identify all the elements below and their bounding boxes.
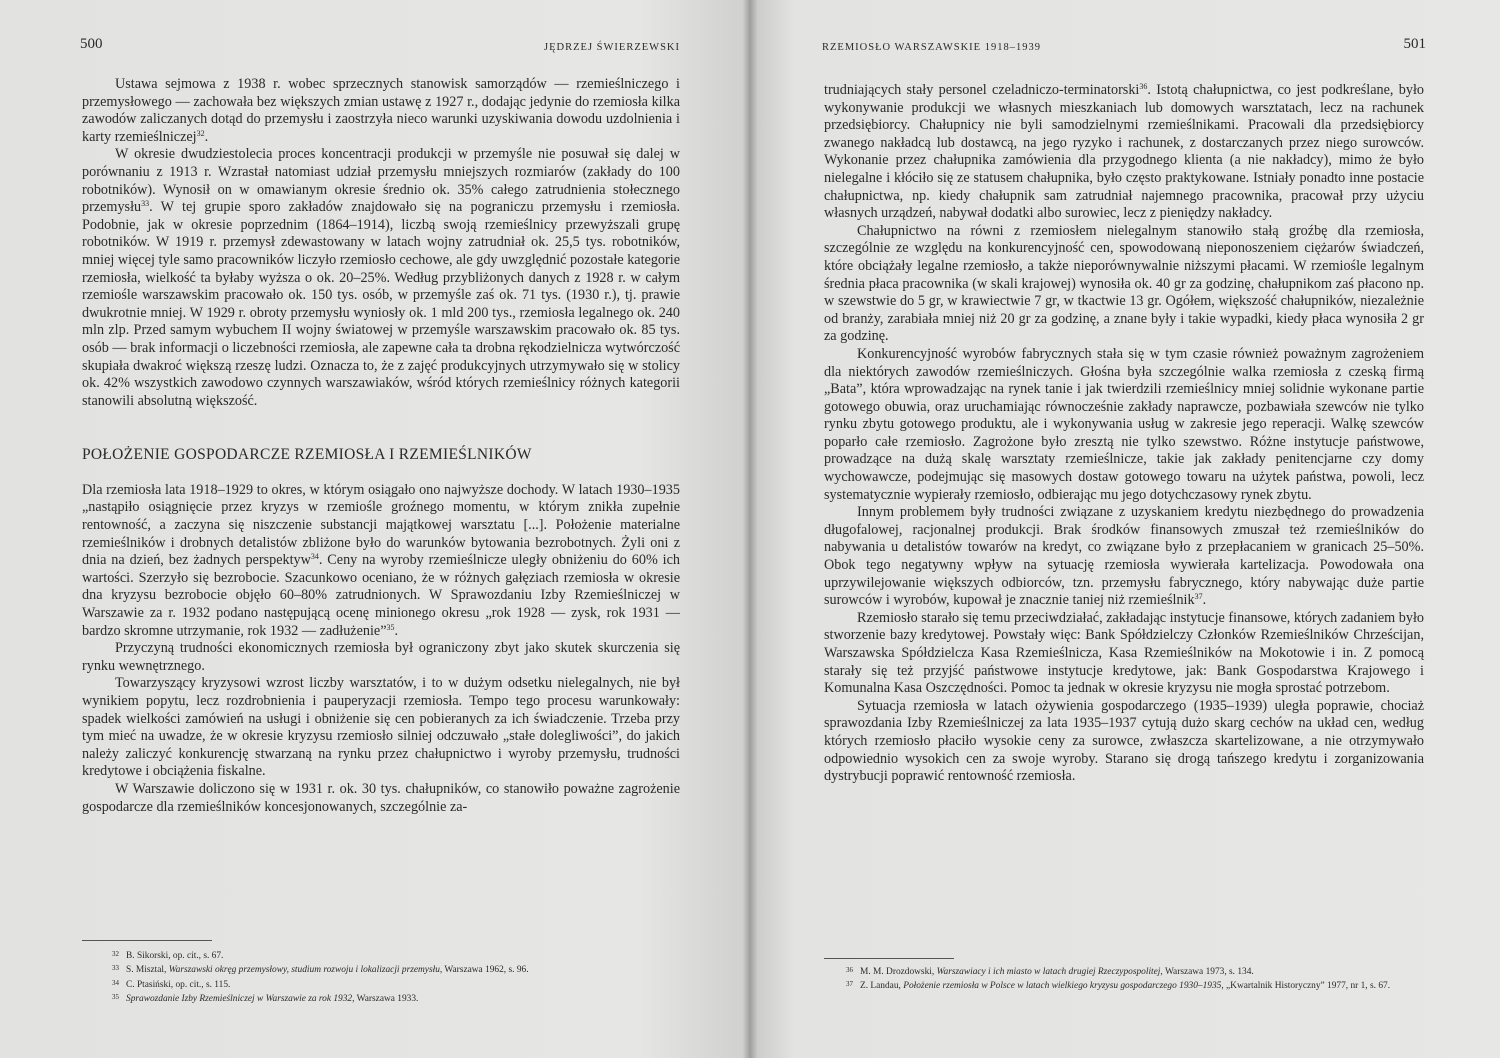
footnote-ref[interactable]: 37 <box>1194 592 1203 602</box>
paragraph: Dla rzemiosła lata 1918–1929 to okres, w którym osiągało ono najwyższe dochody. W latach 1930–1935 „nastąpiło osiągnięcie przez kryzys w rzemiośle groźnego momentu, w którym znikła zupełnie rentowność, a zaczyna się niszczenie substancji majątkowej warsztatu [...]. Położenie materialne rzemieślników i drobnych detalistów zbliżone było do warunków bytowania bezrobotnych. Żyli oni z dnia na dzień, bez żadnych perspektyw$^{34}$. Ceny na wyroby rzemieślnicze uległy obniżeniu do 60% ich wartości. Szerzyło się bezrobocie. Szacunkowo oceniano, że w różnych gałęziach rzemiosła w okresie dna kryzysu bezrobocie objęło 60–80% zatrudnionych. W Sprawozdaniu Izby Rzemieślniczej w Warszawie za r. 1932 podano następującą ocenę minionego okresu „rok 1928 — zysk, rok 1931 — bardzo skromne utrzymanie, rok 1932 — zadłużenie”$^{35}$. <box>82 481 680 639</box>
footnote: 32 B. Sikorski, op. cit., s. 67. <box>112 950 224 961</box>
footnote: 33 S. Misztal, Warszawski okręg przemysłowy, studium rozwoju i lokalizacji przemysłu, Warszawa 1962, s. 96. <box>112 964 529 976</box>
paragraph: Przyczyną trudności ekonomicznych rzemiosła był ograniczony zbyt jako skutek skurczenia się rynku wewnętrznego. <box>82 640 680 674</box>
paragraph: Sytuacja rzemiosła w latach ożywienia gospodarczego (1935–1939) uległa poprawie, chociaż sprawozdania Izby Rzemieślniczej za lata 1935–1937 cytują dużo skarg cechów na układ cen, według których rzemiosło płaciło wysokie ceny za surowce, zwłaszcza skartelizowane, a nie otrzymywało odpowiednio wysokich cen za swoje wyroby. Starano się drogą tańszego kredytu i zorganizowania dystrybucji poprawić rentowność rzemiosła. <box>824 697 1424 785</box>
footnote-ref[interactable]: 32 <box>196 128 205 138</box>
footnote-divider <box>82 940 212 941</box>
right-page <box>750 0 1500 1058</box>
footnote-ref[interactable]: 33 <box>141 199 150 209</box>
book-gutter <box>742 0 758 1058</box>
footnote: 37 Z. Landau, Położenie rzemiosła w Polsce w latach wielkiego kryzysu gospodarczego 1930–1935, „Kwartalnik Historyczny” 1977, nr 1, s. 67. <box>846 980 1391 992</box>
page-number: 500 <box>80 36 103 52</box>
paragraph: Konkurencyjność wyrobów fabrycznych stała się w tym czasie również poważnym zagrożeniem dla niektórych zawodów rzemieślniczych. Głośna była szczególnie walka rzemiosła z czeską firmą „Bata”, która wprowadzając na rynek tanie i jak twierdzili rzemieślnicy mniej solidnie wykonane partie gotowego obuwia, oraz uruchamiając równocześnie zakłady naprawcze, pozbawiała szewców nie tylko rynku zbytu gotowego produktu, ale i wykonywania usług w zakresie jego reperacji. Walkę szewców poparło całe rzemiosło. Zagrożone było zresztą nie tylko szewstwo. Różne instytucje państwowe, prowadzące na dużą skalę warsztaty rzemieślnicze, takie jak zakłady penitencjarne czy domy wychowawcze, podejmując się masowych dostaw gotowego towaru na użytek państwa, powoli, lecz systematycznie wypierały rzemiosło, odbierając mu jego dotychczasowy rynek zbytu. <box>824 345 1424 503</box>
paragraph: Ustawa sejmowa z 1938 r. wobec sprzecznych stanowisk samorządów — rzemieślniczego i przemysłowego — zachowała bez większych zmian ustawę z 1927 r., dodając jedynie do rzemiosła kilka zawodów zaliczanych dotąd do przemysłu i zaostrzyła nieco warunki uzyskiwania dowodu uzdolnienia i karty rzemieślniczej$^{32}$. <box>82 76 680 145</box>
paragraph: Rzemiosło starało się temu przeciwdziałać, zakładając instytucje finansowe, których zadaniem było stworzenie bazy kredytowej. Powstały więc: Bank Spółdzielczy Członków Rzemieślników Chrześcijan, Warszawska Spółdzielcza Kasa Rzemieślnicza, Kasa Rzemieślników na Mokotowie i in. Z pomocą starały się też przyjść państwowe instytucje kredytowe, jak: Bank Gospodarstwa Krajowego i Komunalna Kasa Oszczędności. Pomoc ta jednak w okresie kryzysu nie mogła sprostać potrzebom. <box>824 609 1424 697</box>
footnotes <box>112 948 682 1006</box>
footnote-ref[interactable]: 35 <box>386 622 395 632</box>
paragraph: trudniających stały personel czeladniczo-terminatorski$^{36}$. Istotą chałupnictwa, co jest podkreślane, było wykonywanie produkcji we własnych mieszkaniach lub domowych warsztatach, lecz na rachunek przedsiębiorcy. Chałupnicy nie byli samodzielnymi rzemieślnikami. Pracowali dla przedsiębiorcy zwanego nakładcą lub dostawcą, na jego ryzyko i rachunek, z dostarczanych przez niego surowców. Wykonanie przez chałupnika zamówienia dla przygodnego klienta (a nie nakładcy), mimo że było nielegalne i kłóciło się ze statusem chałupnika, było często praktykowane. Istniały ponadto inne postacie chałupnictwa, np. kiedy chałupnik sam zatrudniał najemnego pracownika, pracował przy użyciu własnych urządzeń, nabywał dodatki albo surowiec, lecz z pieniędzy nakładcy. <box>824 82 1424 222</box>
footnotes <box>846 964 1426 993</box>
paragraph: Chałupnictwo na równi z rzemiosłem nielegalnym stanowiło stałą groźbę dla rzemiosła, szczególnie ze względu na konkurencyjność cen, spowodowaną nieponoszeniem ciężarów świadczeń, które obciążały legalne rzemiosło, a także nieporównywalnie niższymi płacami. W rzemiośle legalnym średnia płaca pracownika (w skali krajowej) wynosiła ok. 40 gr za godzinę, chałupnikom zaś płacono np. w szewstwie do 5 gr, w krawiectwie 7 gr, w tkactwie 13 gr. Ogółem, większość chałupników, niezależnie od branży, zarabiała mniej niż 20 gr za godzinę, a znane były i takie wypadki, kiedy płaca wynosiła 2 gr za godzinę. <box>824 222 1424 345</box>
paragraph: W Warszawie doliczono się w 1931 r. ok. 30 tys. chałupników, co stanowiło poważne zagrożenie gospodarcze dla rzemieślników koncesjonowanych, szczególnie za- <box>82 780 680 815</box>
running-head: RZEMIOSŁO WARSZAWSKIE 1918–1939 <box>822 42 1041 53</box>
footnote: 36 M. M. Drozdowski, Warszawiacy i ich miasto w latach drugiej Rzeczypospolitej, Warszawa 1973, s. 134. <box>846 966 1254 977</box>
paragraph: Towarzyszący kryzysowi wzrost liczby warsztatów, i to w dużym odsetku nielegalnych, nie był wynikiem popytu, lecz rozdrobnienia i pauperyzacji rzemiosła. Tempo tego procesu warunkowały: spadek wielkości zamówień na usługi i obniżenie się cen pobieranych za ich świadczenie. Trzeba przy tym mieć na uwadze, że w okresie kryzysu rzemiosło silniej odczuwało „stałe dolegliwości”, do jakich należy zaliczyć konkurencję stwarzaną na rynku przez chałupnictwo i wyroby przemysłu, trudności kredytowe i obciążenia fiskalne. <box>82 675 680 780</box>
footnote-divider <box>824 958 954 959</box>
paragraph: Innym problemem były trudności związane z uzyskaniem kredytu niezbędnego do prowadzenia długofalowej, racjonalnej produkcji. Brak środków finansowych zmuszał też rzemieślników do nabywania u detalistów towarów na kredyt, co związane było z przepłacaniem w granicach 25–50%. Obok tego negatywny wpływ na sytuację rzemiosła wywierała kartelizacja. Powodowała ona uprzywilejowanie większych odbiorców, tzn. przemysłu fabrycznego, który nabywając duże partie surowców i wyrobów, kupował je znacznie taniej niż rzemieślnik$^{37}$. <box>824 504 1424 609</box>
footnote: 35 Sprawozdanie Izby Rzemieślniczej w Warszawie za rok 1932, Warszawa 1933. <box>112 993 419 1005</box>
footnote: 34 C. Ptasiński, op. cit., s. 115. <box>112 978 231 990</box>
running-head: JĘDRZEJ ŚWIERZEWSKI <box>544 42 680 53</box>
section-heading: POŁOŻENIE GOSPODARCZE RZEMIOSŁA I RZEMIEŚLNIKÓW <box>82 446 532 464</box>
footnote-ref[interactable]: 34 <box>310 552 319 562</box>
page-body <box>824 82 1424 786</box>
paragraph: W okresie dwudziestolecia proces koncentracji produkcji w przemyśle nie posuwał się dalej w porównaniu z 1913 r. Wzrastał natomiast udział przemysłu mniejszych rozmiarów (zakłady do 100 robotników). Wynosił on w omawianym okresie średnio ok. 35% całego zatrudnienia stołecznego przemysłu$^{33}$. W tej grupie sporo zakładów znajdowało się na pograniczu przemysłu i rzemiosła. Podobnie, jak w okresie poprzednim (1864–1914), liczbą swoją rzemieślnicy przewyższali grupę robotników. W 1919 r. przemysł zdewastowany w latach wojny zatrudniał ok. 25,5 tys. robotników, mniej więcej tyle samo pracowników liczyło rzemiosło cechowe, ale gdy uwzględnić pozostałe kategorie rzemiosła, wielkość ta byłaby wyższa o ok. 20–25%. Według przybliżonych danych z 1928 r. w całym rzemiośle warszawskim pracowało ok. 150 tys. osób, w przemyśle zaś ok. 71 tys. (1930 r.), tj. prawie dwukrotnie mniej. W 1929 r. obroty przemysłu wyniosły ok. 1 mld 200 tys., rzemiosła legalnego ok. 240 mln zlp. Przed samym wybuchem II wojny światowej w przemyśle warszawskim pracowało ok. 85 tys. osób — brak informacji o liczebności rzemiosła, ale zapewne cała ta drobna rękodzielnicza wytwórczość skupiała dwakroć większą rzeszę ludzi. Oznacza to, że z zajęć produkcyjnych utrzymywało się w stolicy ok. 42% wszystkich zawodowo czynnych warszawiaków, wśród których rzemieślnicy różnych kategorii stanowili absolutną większość. <box>82 146 680 409</box>
page-body <box>82 76 680 816</box>
page-number: 501 <box>1403 36 1426 52</box>
footnote-ref[interactable]: 36 <box>1139 82 1148 91</box>
